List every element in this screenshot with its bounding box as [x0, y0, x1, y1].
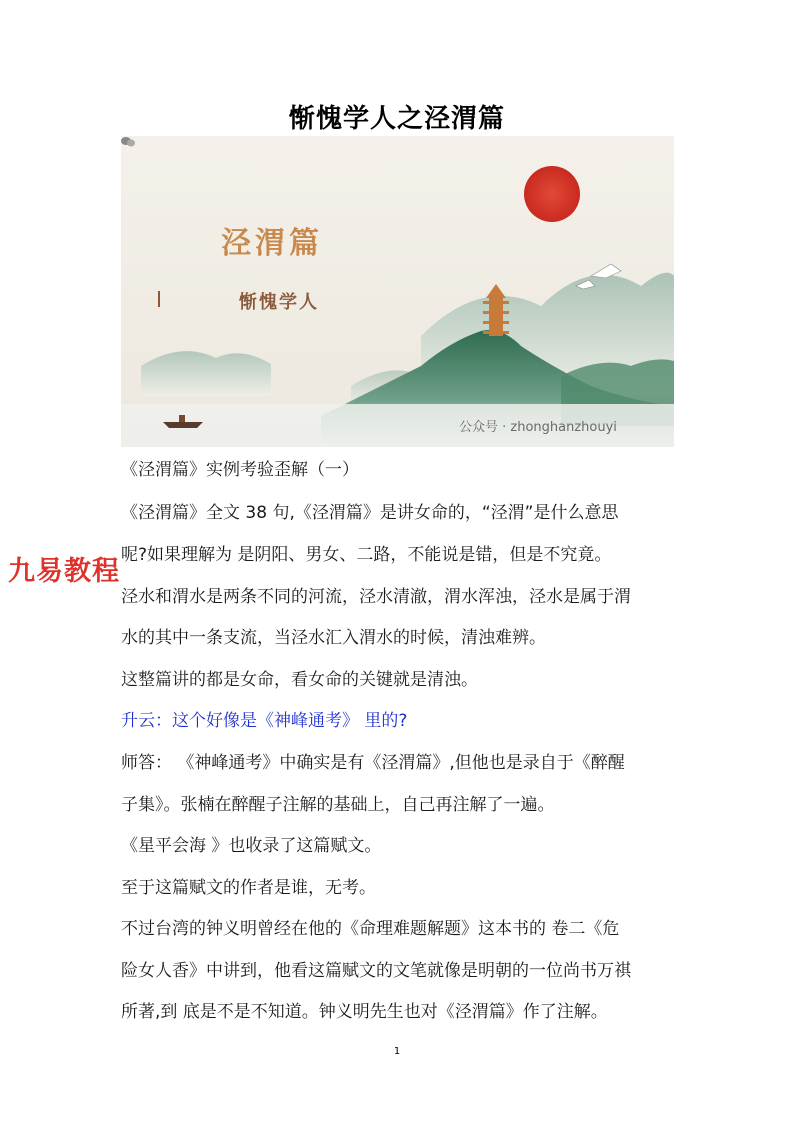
landscape-illustration — [121, 136, 674, 447]
paragraph-line: 这整篇讲的都是女命，看女命的关键就是清浊。 — [121, 670, 478, 690]
banner-divider — [158, 291, 160, 307]
watermark-text: 公众号 · zhonghanzhouyi — [459, 420, 617, 435]
page-title: 惭愧学人之泾渭篇 — [288, 104, 505, 134]
cover-image — [121, 136, 674, 447]
paragraph-line: 子集》。张楠在醉醒子注解的基础上，自己再注解了一遍。 — [121, 795, 555, 815]
watermark-stamp: 九易教程 — [8, 556, 120, 587]
page-number: 1 — [393, 1046, 401, 1057]
paragraph-line: 水的其中一条支流，当泾水汇入渭水的时候，清浊难辨。 — [121, 628, 546, 648]
banner-subheading: 惭愧学人 — [239, 292, 319, 313]
sun-shape — [524, 166, 580, 222]
wechat-icon — [121, 136, 135, 148]
paragraph-line: 《星平会海 》也收录了这篇赋文。 — [121, 836, 382, 856]
paragraph-line: 呢?如果理解为 是阴阳、男女、二路，不能说是错，但是不究竟。 — [121, 545, 612, 565]
paragraph-line: 《泾渭篇》实例考验歪解（一） — [121, 460, 359, 480]
paragraph-line: 师答： 《神峰通考》中确实是有《泾渭篇》,但他也是录自于《醉醒 — [121, 753, 625, 773]
paragraph-line: 不过台湾的钟义明曾经在他的《命理难题解题》这本书的 卷二《危 — [121, 919, 620, 939]
paragraph-line: 至于这篇赋文的作者是谁，无考。 — [121, 878, 376, 898]
paragraph-line: 泾水和渭水是两条不同的河流，泾水清澈，渭水浑浊，泾水是属于渭 — [121, 587, 631, 607]
question-line: 升云：这个好像是《神峰通考》 里的? — [121, 711, 408, 731]
banner-heading: 泾渭篇 — [221, 226, 323, 261]
paragraph-line: 险女人香》中讲到，他看这篇赋文的文笔就像是明朝的一位尚书万祺 — [121, 961, 631, 981]
paragraph-line: 《泾渭篇》全文 38 句,《泾渭篇》是讲女命的，“泾渭”是什么意思 — [121, 503, 619, 523]
paragraph-line: 所著,到 底是不是不知道。钟义明先生也对《泾渭篇》作了注解。 — [121, 1002, 608, 1022]
